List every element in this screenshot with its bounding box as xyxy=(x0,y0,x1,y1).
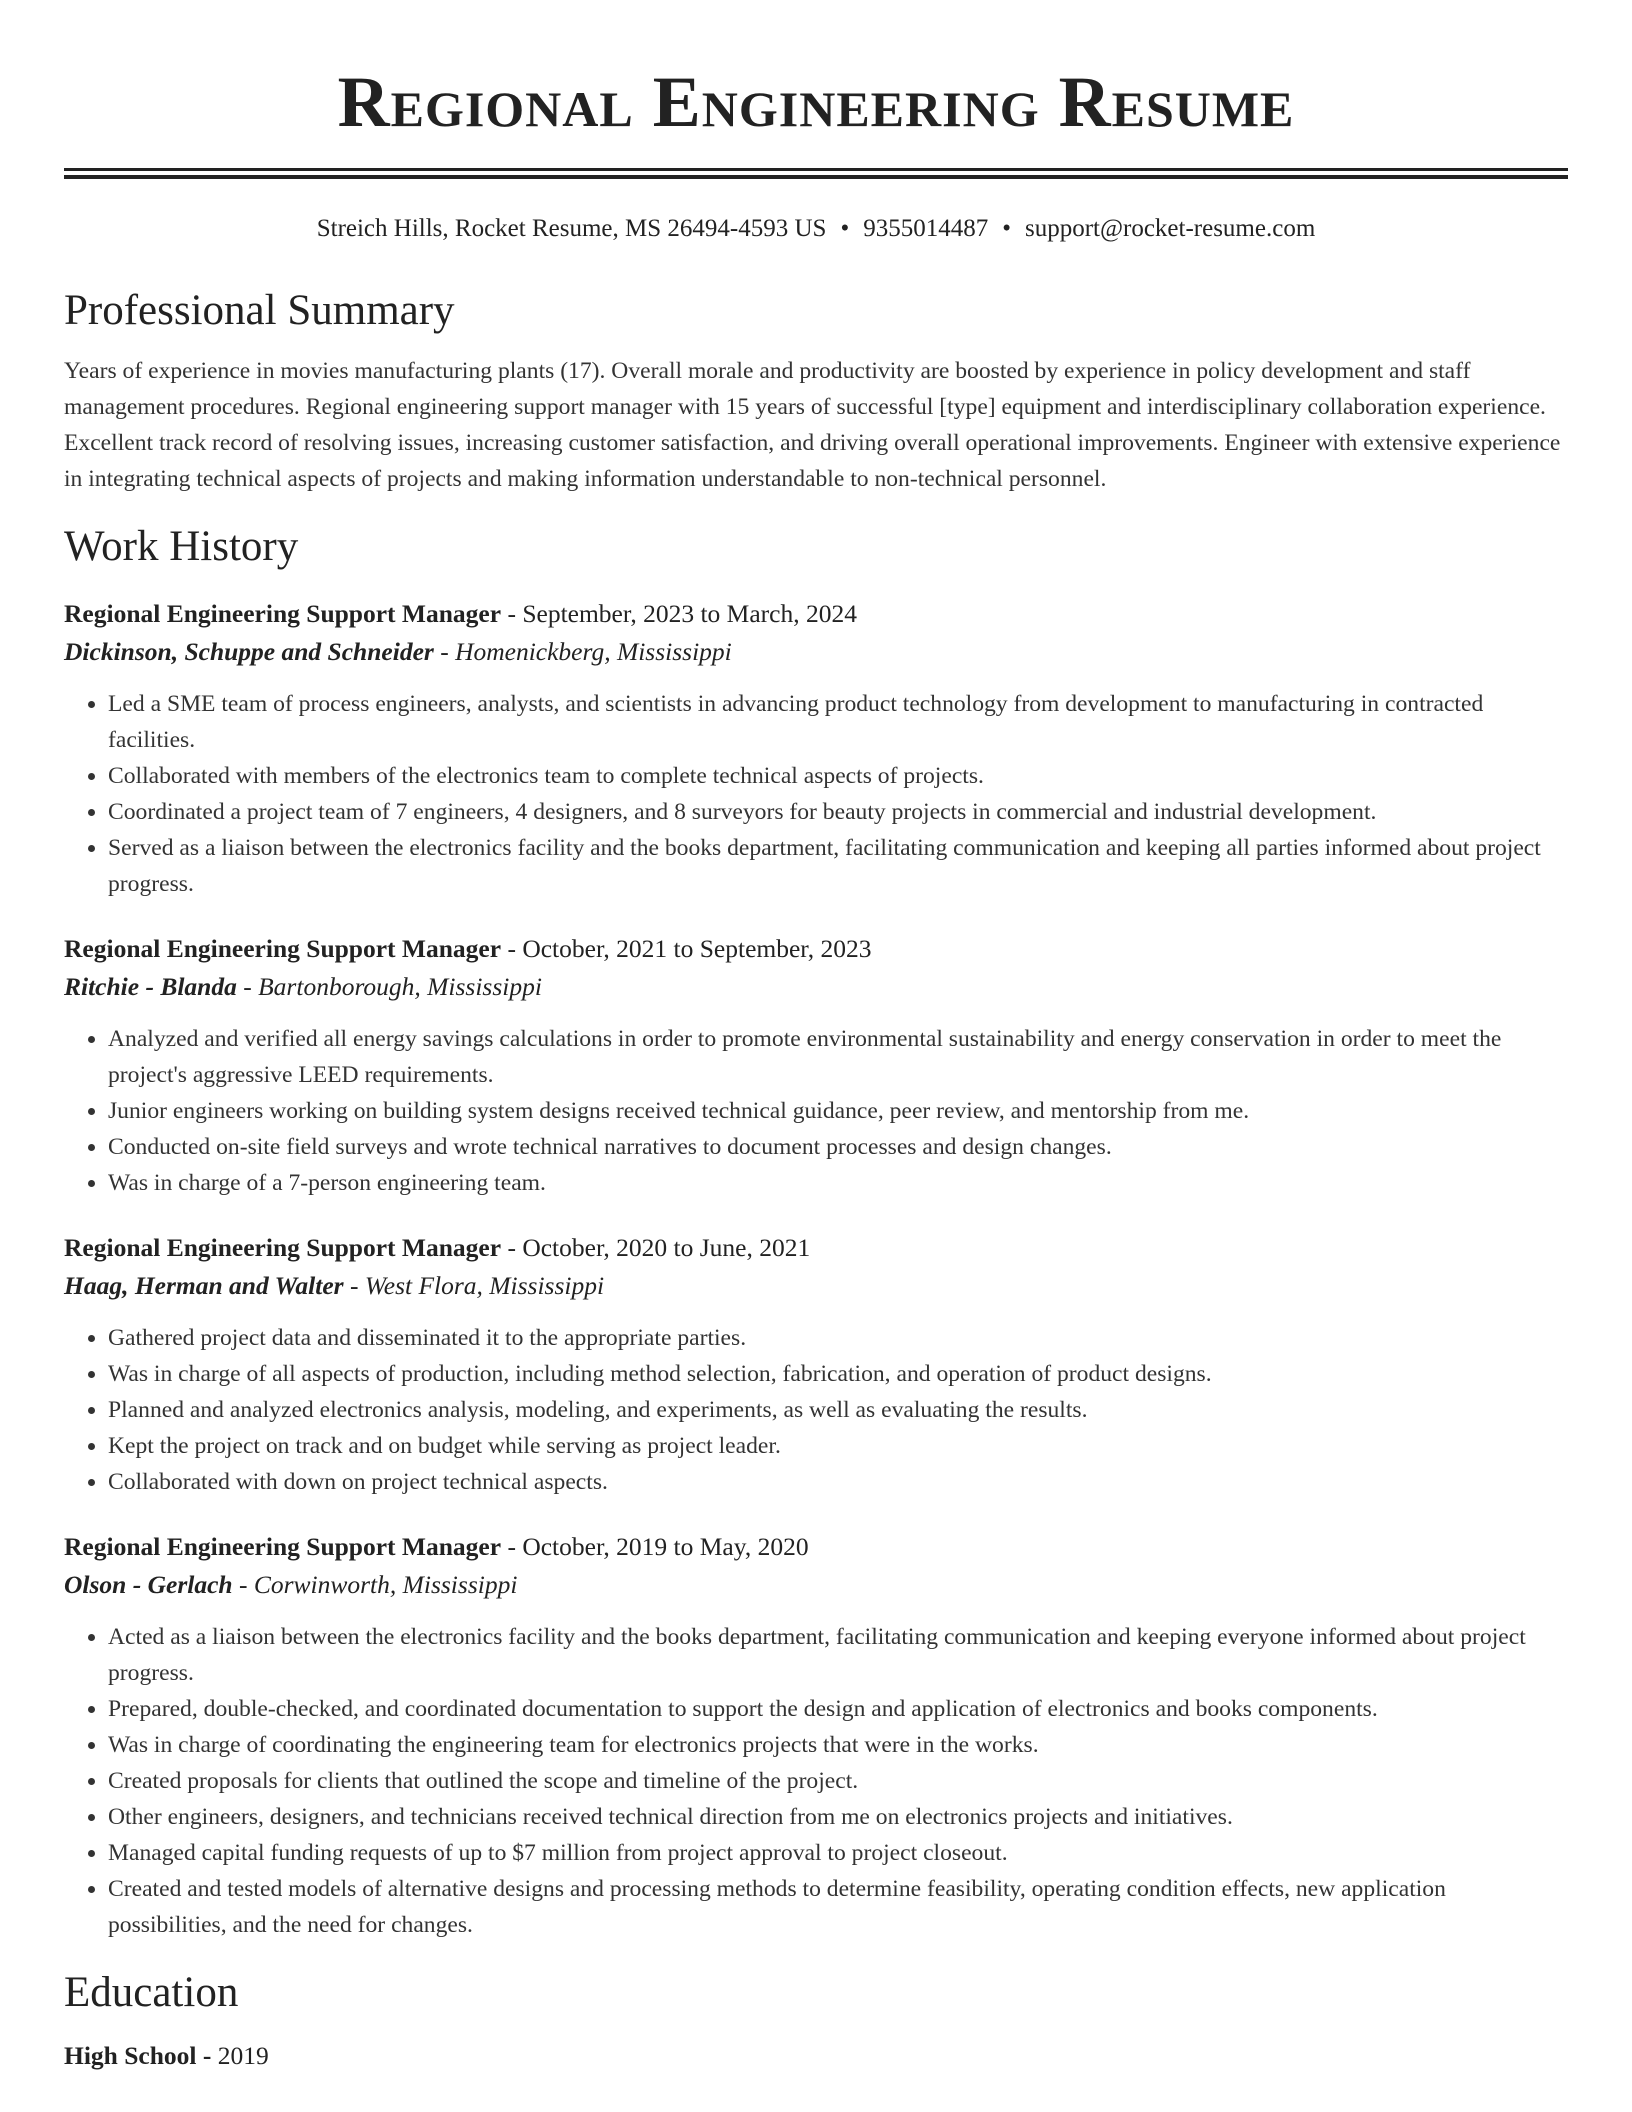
duty-item: • Analyzed and verified all energy savings calculations in order to promote environmental sustainability and energy conservation in order to meet the project's aggressive LEED requirements. xyxy=(108,1021,1568,1093)
job-company: Haag, Herman and Walter xyxy=(64,1271,344,1300)
job-title: Regional Engineering Support Manager xyxy=(64,599,502,628)
duty-item: • Gathered project data and disseminated it to the appropriate parties. xyxy=(108,1320,1568,1356)
work-history-heading: Work History xyxy=(64,523,299,570)
education-dash: - xyxy=(202,2041,212,2070)
job-location: Bartonborough, Mississippi xyxy=(258,972,542,1001)
job-title: Regional Engineering Support Manager xyxy=(64,1532,502,1561)
job-title-line xyxy=(64,1528,1568,1566)
job-title-line xyxy=(64,930,1568,968)
duty-item: • Was in charge of coordinating the engineering team for electronics projects that were in the works. xyxy=(108,1727,1568,1763)
education-degree: High School xyxy=(64,2041,197,2070)
duty-item: • Conducted on-site field surveys and wrote technical narratives to document processes and design changes. xyxy=(108,1129,1568,1165)
duty-item: • Managed capital funding requests of up to $7 million from project approval to project closeout. xyxy=(108,1835,1568,1871)
job-dash: - xyxy=(507,934,516,963)
duty-item: • Led a SME team of process engineers, analysts, and scientists in advancing product technology from development to manufacturing in contracted facilities. xyxy=(108,686,1568,758)
duty-item: • Collaborated with down on project technical aspects. xyxy=(108,1464,1568,1500)
duty-item: • Prepared, double-checked, and coordinated documentation to support the design and application of electronics and books components. xyxy=(108,1691,1568,1727)
duty-item: • Was in charge of all aspects of production, including method selection, fabrication, and operation of product designs. xyxy=(108,1356,1568,1392)
job-entry xyxy=(64,930,1568,1201)
contact-address: Streich Hills, Rocket Resume, MS 26494-4593 US xyxy=(316,215,827,242)
summary-text: Years of experience in movies manufacturing plants (17). Overall morale and productivity are boosted by experience in policy development and staff management procedures. Regional engineering support manager with 15 years of successful [type] equipment and interdisciplinary collaboration experience. Excellent track record of resolving issues, increasing customer satisfaction, and driving overall operational improvements. Engineer with extensive experience in integrating technical aspects of projects and making information understandable to non-technical personnel. xyxy=(64,358,1561,492)
job-dates: October, 2021 to September, 2023 xyxy=(522,934,872,963)
job-title: Regional Engineering Support Manager xyxy=(64,1233,502,1262)
education-entry xyxy=(64,2037,1568,2075)
job-entry xyxy=(64,1229,1568,1500)
job-location: West Flora, Mississippi xyxy=(364,1271,605,1300)
job-duties-list xyxy=(64,686,1568,902)
job-dates: September, 2023 to March, 2024 xyxy=(522,599,857,628)
summary-heading: Professional Summary xyxy=(64,287,455,334)
duty-item: • Created and tested models of alternative designs and processing methods to determine feasibility, operating condition effects, new application possibilities, and the need for changes. xyxy=(108,1871,1568,1943)
job-company: Olson - Gerlach xyxy=(64,1570,233,1599)
contact-line xyxy=(64,213,1568,245)
job-company: Dickinson, Schuppe and Schneider xyxy=(64,637,434,666)
education-year: 2019 xyxy=(217,2041,269,2070)
job-entry xyxy=(64,595,1568,902)
title-divider-bottom xyxy=(64,175,1568,179)
job-company-line xyxy=(64,1267,1568,1305)
job-company-line xyxy=(64,968,1568,1006)
job-title-line xyxy=(64,595,1568,633)
job-dash: - xyxy=(507,1532,516,1561)
contact-separator: • xyxy=(840,215,850,242)
duty-item: • Acted as a liaison between the electronics facility and the books department, facilitating communication and keeping everyone informed about project progress. xyxy=(108,1619,1568,1691)
job-dash: - xyxy=(349,1271,359,1300)
duty-item: • Planned and analyzed electronics analysis, modeling, and experiments, as well as evaluating the results. xyxy=(108,1392,1568,1428)
contact-phone: 9355014487 xyxy=(863,215,989,242)
job-dates: October, 2019 to May, 2020 xyxy=(522,1532,809,1561)
job-dash: - xyxy=(243,972,252,1001)
job-dash: - xyxy=(440,637,449,666)
title-divider-top xyxy=(64,168,1568,171)
contact-separator: • xyxy=(1002,215,1011,242)
duty-item: • Junior engineers working on building system designs received technical guidance, peer review, and mentorship from me. xyxy=(108,1093,1568,1129)
duty-item: • Kept the project on track and on budget while serving as project leader. xyxy=(108,1428,1568,1464)
job-dash: - xyxy=(238,1570,248,1599)
job-location: Corwinworth, Mississippi xyxy=(253,1570,518,1599)
education-heading: Education xyxy=(64,1969,239,2016)
job-title-line xyxy=(64,1229,1568,1267)
job-location: Homenickberg, Mississippi xyxy=(455,637,732,666)
job-company-line xyxy=(64,633,1568,671)
job-dash: - xyxy=(507,1233,516,1262)
duty-item: • Served as a liaison between the electronics facility and the books department, facilitating communication and keeping all parties informed about project progress. xyxy=(108,830,1568,902)
job-entry xyxy=(64,1528,1568,1943)
duty-item: • Collaborated with members of the electronics team to complete technical aspects of projects. xyxy=(108,758,1568,794)
job-dash: - xyxy=(507,599,516,628)
resume-title: Regional Engineering Resume xyxy=(337,62,1295,142)
job-company: Ritchie - Blanda xyxy=(64,972,237,1001)
job-title: Regional Engineering Support Manager xyxy=(64,934,502,963)
job-duties-list xyxy=(64,1021,1568,1201)
duty-item: • Created proposals for clients that outlined the scope and timeline of the project. xyxy=(108,1763,1568,1799)
duty-item: • Other engineers, designers, and technicians received technical direction from me on electronics projects and initiatives. xyxy=(108,1799,1568,1835)
duty-item: • Coordinated a project team of 7 engineers, 4 designers, and 8 surveyors for beauty projects in commercial and industrial development. xyxy=(108,794,1568,830)
contact-email: support@rocket-resume.com xyxy=(1024,215,1316,242)
duty-item: • Was in charge of a 7-person engineering team. xyxy=(108,1165,1568,1201)
job-duties-list xyxy=(64,1320,1568,1500)
job-duties-list xyxy=(64,1619,1568,1943)
job-dates: October, 2020 to June, 2021 xyxy=(522,1233,811,1262)
job-company-line xyxy=(64,1566,1568,1604)
